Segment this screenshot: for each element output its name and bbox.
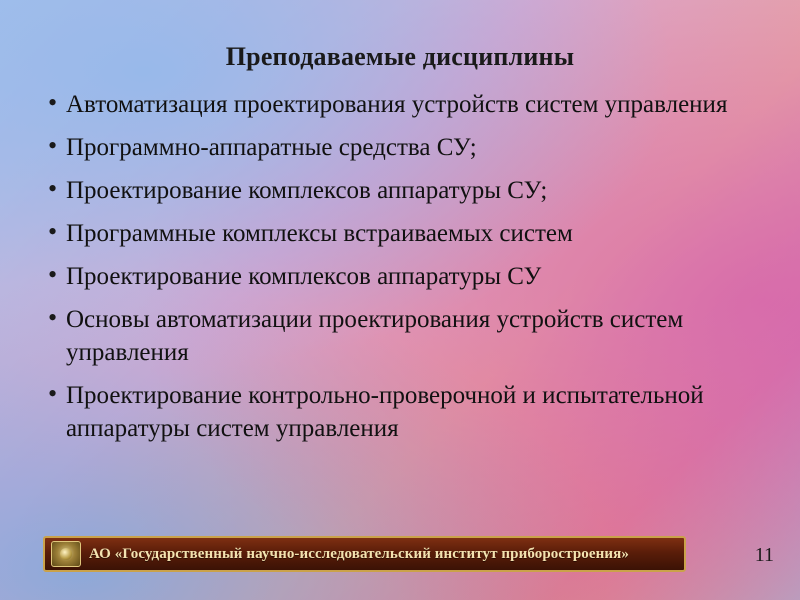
list-item-text: Программные комплексы встраиваемых систем: [66, 220, 573, 247]
bullet-point-icon: •: [48, 303, 58, 332]
bullet-point-icon: •: [48, 379, 58, 408]
footer-banner: [43, 536, 686, 572]
bullet-point-icon: •: [48, 260, 58, 289]
list-item-text: Основы автоматизации проектирования устройств систем управления: [66, 306, 684, 366]
list-item-text: Проектирование комплексов аппаратуры СУ;: [66, 177, 548, 204]
bullet-point-icon: •: [48, 174, 58, 203]
list-item: [44, 379, 760, 445]
footer-organization-name: АО «Государственный научно-исследовательский институт приборостроения»: [89, 545, 629, 562]
list-item: [44, 88, 760, 121]
bullet-list: [44, 88, 760, 455]
bullet-point-icon: •: [48, 217, 58, 246]
page-title: Преподаваемые дисциплины: [225, 42, 575, 71]
institute-emblem-icon: [51, 541, 81, 567]
list-item-text: Проектирование комплексов аппаратуры СУ: [66, 263, 542, 290]
list-item-text: Проектирование контрольно-проверочной и испытательной аппаратуры систем управления: [66, 382, 704, 442]
list-item-text: Программно-аппаратные средства СУ;: [66, 134, 477, 161]
list-item: [44, 217, 760, 250]
bullet-point-icon: •: [48, 131, 58, 160]
bullet-point-icon: •: [48, 88, 58, 117]
list-item: [44, 131, 760, 164]
page-number: 11: [754, 544, 774, 566]
list-item-text: Автоматизация проектирования устройств систем управления: [66, 91, 728, 118]
list-item: [44, 260, 760, 293]
list-item: [44, 303, 760, 369]
list-item: [44, 174, 760, 207]
